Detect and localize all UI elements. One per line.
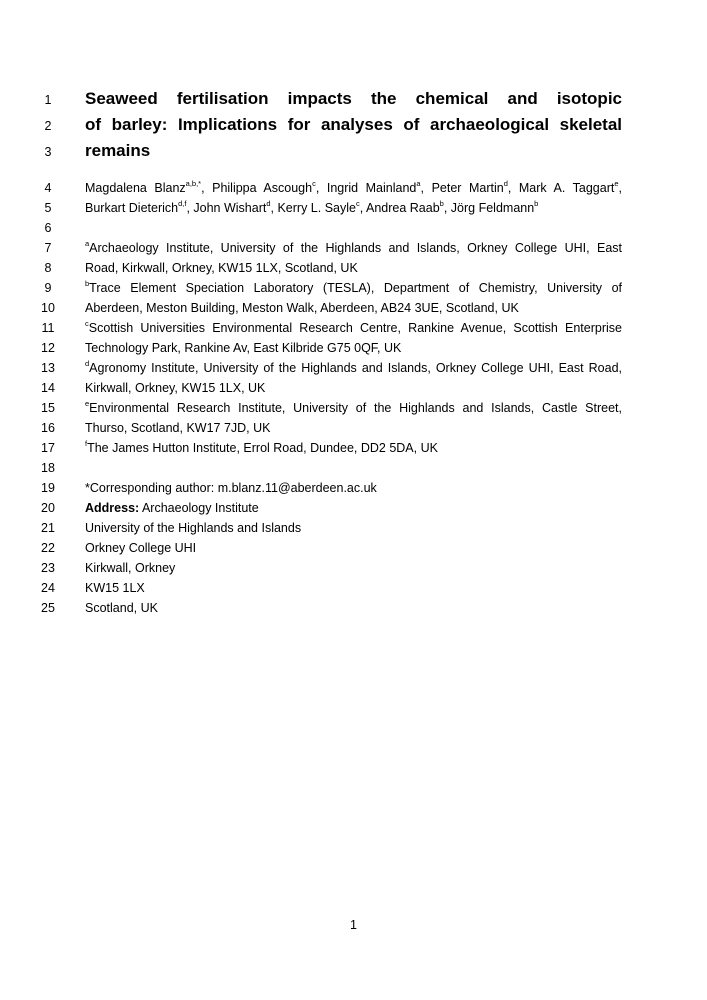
authors-text — [85, 178, 622, 198]
affiliation-text: Technology Park, Rankine Av, East Kilbride G75 0QF, UK — [85, 341, 402, 355]
line-number: 11 — [41, 321, 55, 335]
address-text: Scotland, UK — [85, 601, 158, 615]
line-number: 6 — [44, 221, 52, 235]
line-number: 17 — [41, 441, 55, 455]
address-text: Kirkwall, Orkney — [85, 561, 176, 575]
line-number: 25 — [41, 601, 55, 615]
author-name: Andrea Raab — [366, 201, 440, 215]
address-label: Address: — [85, 501, 140, 515]
affiliation-text: $^f$The James Hutton Institute, Errol Road, Dundee, DD2 5DA, UK — [85, 438, 438, 455]
affiliation-text: $^d$Agronomy Institute, University of the Highlands and Islands, Orkney College UHI, East Road, — [85, 358, 622, 375]
affiliation-text: Thurso, Scotland, KW17 7JD, UK — [85, 421, 271, 435]
author-name: Kerry L. Sayle — [277, 201, 356, 215]
affiliation-text: $^e$Environmental Research Institute, University of the Highlands and Islands, Castle Street, — [85, 398, 622, 415]
author-affiliation-mark: a,b,* — [185, 178, 202, 188]
author-separator: , — [270, 201, 278, 215]
title-text: of barley: Implications for analyses of archaeological skeletal — [85, 115, 622, 134]
line-number: 8 — [44, 261, 52, 275]
line-number: 19 — [41, 481, 55, 495]
line-number: 18 — [41, 461, 55, 475]
line-number: 15 — [41, 401, 55, 415]
address-text: KW15 1LX — [85, 581, 145, 595]
affiliation-text: Kirkwall, Orkney, KW15 1LX, UK — [85, 381, 266, 395]
author-name: Mark A. Taggart — [518, 181, 615, 195]
line-number: 13 — [41, 361, 55, 375]
line-number: 10 — [41, 301, 55, 315]
title-text: remains — [85, 141, 151, 160]
line-number: 20 — [41, 501, 55, 515]
title-text: Seaweed fertilisation impacts the chemical and isotopic — [85, 89, 622, 108]
line-number: 14 — [41, 381, 55, 395]
affiliation-text: $^c$Scottish Universities Environmental Research Centre, Rankine Avenue, Scottish Enterprise — [85, 318, 622, 335]
address-text: Orkney College UHI — [85, 541, 197, 555]
line-number: 7 — [44, 241, 52, 255]
author-name: John Wishart — [193, 201, 267, 215]
affiliation-text: $^b$Trace Element Speciation Laboratory (TESLA), Department of Chemistry, University of — [85, 278, 622, 295]
line-number: 12 — [41, 341, 55, 355]
address-text: University of the Highlands and Islands — [85, 521, 302, 535]
author-separator: , — [507, 181, 519, 195]
author-affiliation-mark: d,f — [178, 198, 187, 208]
author-affiliation-mark: c — [312, 178, 316, 188]
line-number: 1 — [44, 93, 52, 107]
author-affiliation-mark: b — [439, 198, 444, 208]
author-separator: , — [359, 201, 366, 215]
page-number: 1 — [350, 918, 357, 932]
author-name: Peter Martin — [431, 181, 504, 195]
affiliation-text: $^a$Archaeology Institute, University of the Highlands and Islands, Orkney College UHI, East — [85, 238, 622, 255]
author-affiliation-mark: d — [266, 198, 271, 208]
line-number: 16 — [41, 421, 55, 435]
line-number: 5 — [44, 201, 52, 215]
author-separator: , — [420, 181, 432, 195]
affiliation-text: Road, Kirkwall, Orkney, KW15 1LX, Scotland, UK — [85, 261, 358, 275]
author-name: Burkart Dieterich — [85, 201, 179, 215]
line-number: 22 — [41, 541, 55, 555]
line-number: 4 — [44, 181, 52, 195]
line-number: 21 — [41, 521, 55, 535]
author-separator: , — [186, 201, 194, 215]
author-affiliation-mark: b — [534, 198, 539, 208]
author-separator: , — [618, 181, 622, 195]
author-name: Jörg Feldmann — [450, 201, 535, 215]
line-number: 9 — [44, 281, 52, 295]
author-affiliation-mark: c — [355, 198, 360, 208]
line-number: 23 — [41, 561, 55, 575]
address-text: Address: Archaeology Institute — [85, 501, 259, 515]
author-affiliation-mark: e — [614, 178, 619, 188]
author-affiliation-mark: a — [416, 178, 421, 188]
author-separator: , — [443, 201, 451, 215]
line-number: 3 — [44, 145, 52, 159]
authors-text — [85, 198, 622, 218]
line-number: 24 — [41, 581, 55, 595]
affiliation-text: Aberdeen, Meston Building, Meston Walk, Aberdeen, AB24 3UE, Scotland, UK — [85, 301, 519, 315]
author-name: Magdalena Blanz — [85, 181, 186, 195]
author-separator: , — [315, 181, 327, 195]
line-number: 2 — [44, 119, 52, 133]
author-name: Ingrid Mainland — [326, 181, 417, 195]
author-separator: , — [201, 181, 213, 195]
author-affiliation-mark: d — [503, 178, 508, 188]
author-name: Philippa Ascough — [212, 181, 313, 195]
corresponding-author: *Corresponding author: m.blanz.11@aberdeen.ac.uk — [85, 481, 377, 495]
